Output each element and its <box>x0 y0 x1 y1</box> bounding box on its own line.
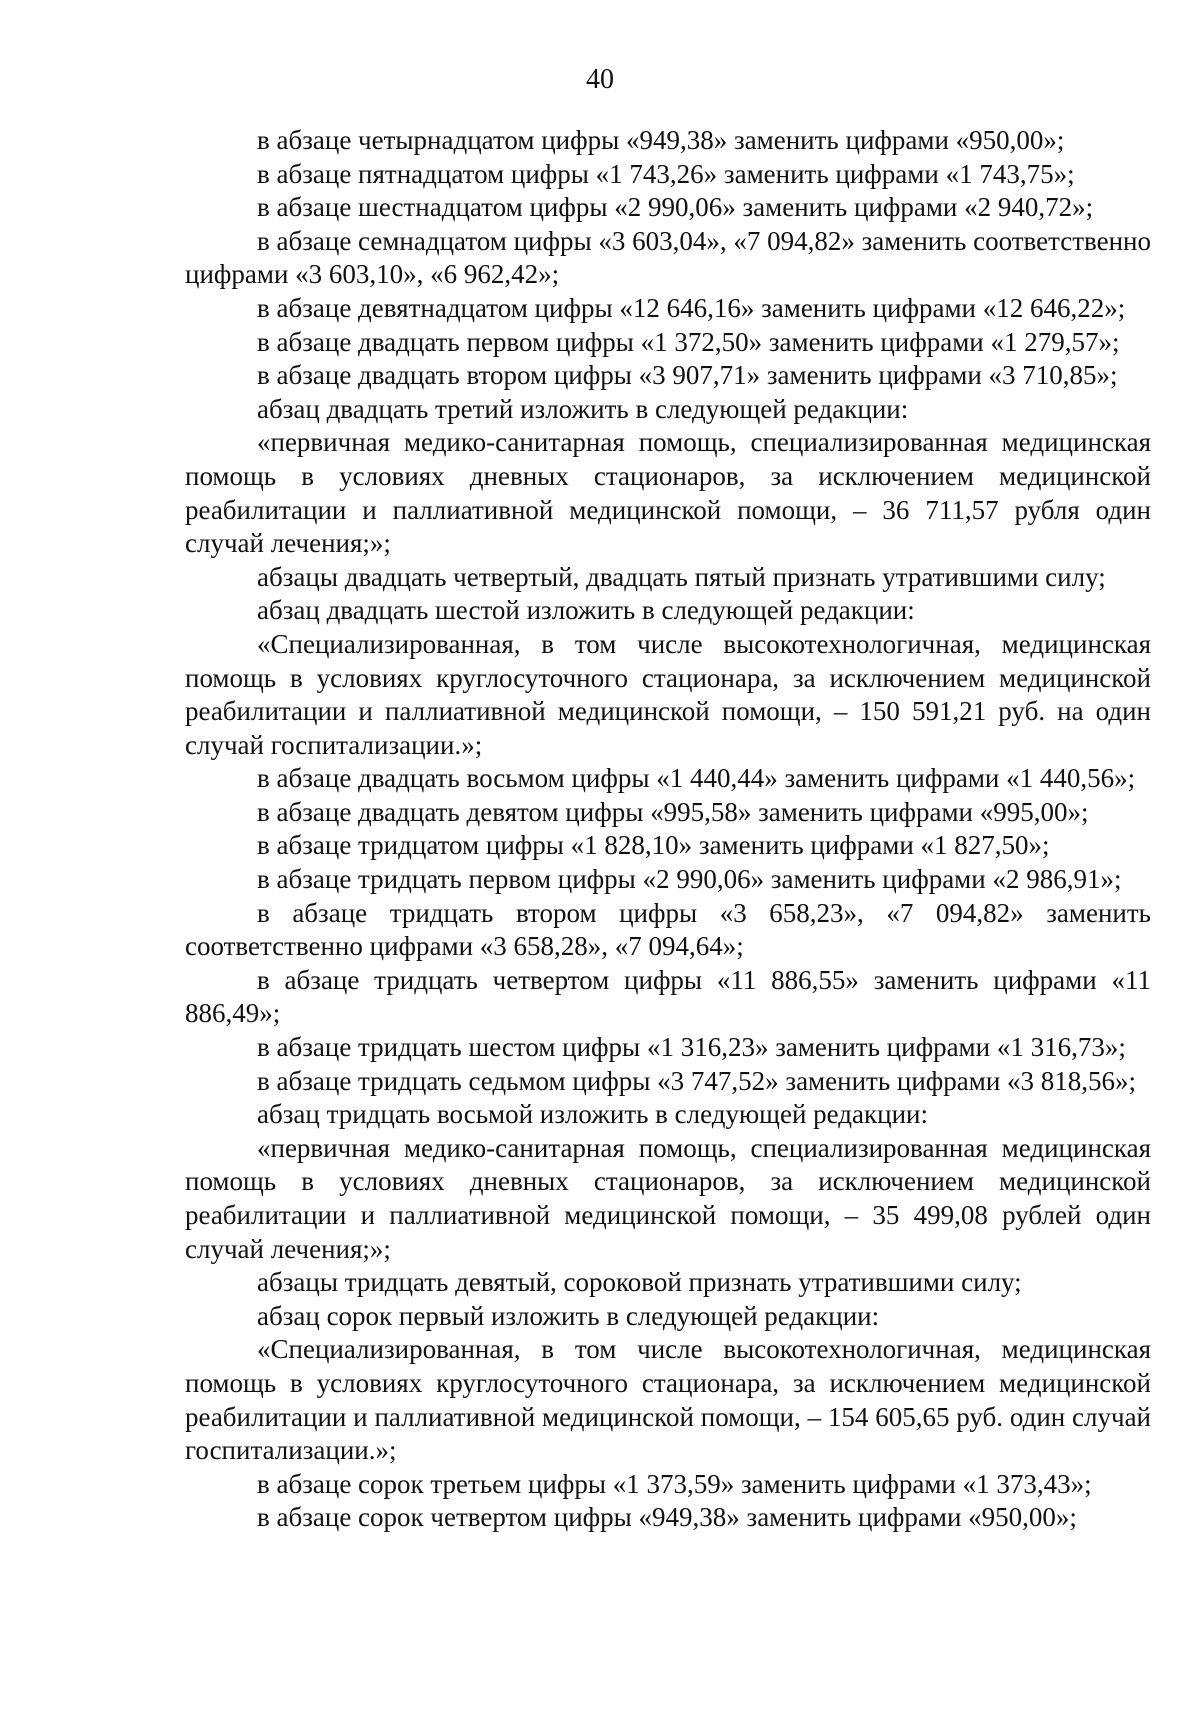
paragraph: в абзаце сорок третьем цифры «1 373,59» заменить цифрами «1 373,43»; <box>257 1468 1092 1499</box>
quoted-paragraph: «Специализированная, в том числе высокотехнологичная, медицинская помощь в условиях круглосуточного стационара, за исключением медицинской реабилитации и паллиативной медицинской помощи, – 154 605,65 руб. один случай госпитализации.»; <box>185 1334 1151 1466</box>
paragraph: в абзаце тридцать втором цифры «3 658,23», «7 094,82» заменить соответственно цифрами «3 658,28», «7 094,64»; <box>185 897 1151 962</box>
paragraph: в абзаце тридцать шестом цифры «1 316,23» заменить цифрами «1 316,73»; <box>257 1032 1126 1063</box>
paragraph: в абзаце двадцать втором цифры «3 907,71» заменить цифрами «3 710,85»; <box>257 360 1118 391</box>
paragraph: абзацы тридцать девятый, сороковой признать утратившими силу; <box>257 1267 1022 1298</box>
quoted-paragraph: «Специализированная, в том числе высокотехнологичная, медицинская помощь в условиях круглосуточного стационара, за исключением медицинской реабилитации и паллиативной медицинской помощи, – 150 591,21 руб. на один случай госпитализации.»; <box>185 628 1151 760</box>
paragraph: в абзаце тридцатом цифры «1 828,10» заменить цифрами «1 827,50»; <box>257 830 1050 861</box>
paragraph: в абзаце тридцать четвертом цифры «11 886,55» заменить цифрами «11 886,49»; <box>185 964 1151 1029</box>
paragraph: в абзаце пятнадцатом цифры «1 743,26» заменить цифрами «1 743,75»; <box>257 158 1075 189</box>
paragraph: в абзаце сорок четвертом цифры «949,38» заменить цифрами «950,00»; <box>257 1502 1077 1533</box>
paragraph: абзац двадцать шестой изложить в следующей редакции: <box>257 595 915 626</box>
paragraph: в абзаце двадцать первом цифры «1 372,50» заменить цифрами «1 279,57»; <box>257 326 1120 357</box>
paragraph: абзац сорок первый изложить в следующей редакции: <box>257 1300 880 1331</box>
paragraph: абзац тридцать восьмой изложить в следующей редакции: <box>257 1099 928 1130</box>
paragraph: абзацы двадцать четвертый, двадцать пятый признать утратившими силу; <box>257 561 1106 592</box>
paragraph: в абзаце двадцать восьмом цифры «1 440,44» заменить цифрами «1 440,56»; <box>257 763 1136 794</box>
quoted-paragraph: «первичная медико-санитарная помощь, специализированная медицинская помощь в условиях дневных стационаров, за исключением медицинской реабилитации и паллиативной медицинской помощи, – 36 711,57 рубля один случай лечения;»; <box>185 427 1151 559</box>
document-body <box>185 124 1151 1535</box>
paragraph: абзац двадцать третий изложить в следующей редакции: <box>257 393 909 424</box>
page-number: 40 <box>586 64 614 95</box>
paragraph: в абзаце двадцать девятом цифры «995,58» заменить цифрами «995,00»; <box>257 796 1089 827</box>
paragraph: в абзаце тридцать седьмом цифры «3 747,52» заменить цифрами «3 818,56»; <box>257 1065 1137 1096</box>
paragraph: в абзаце четырнадцатом цифры «949,38» заменить цифрами «950,00»; <box>257 125 1065 155</box>
paragraph: в абзаце шестнадцатом цифры «2 990,06» заменить цифрами «2 940,72»; <box>257 192 1094 223</box>
paragraph: в абзаце семнадцатом цифры «3 603,04», «7 094,82» заменить соответственно цифрами «3 603,10», «6 962,42»; <box>185 225 1152 290</box>
paragraph: в абзаце тридцать первом цифры «2 990,06» заменить цифрами «2 986,91»; <box>257 864 1122 895</box>
paragraph: в абзаце девятнадцатом цифры «12 646,16» заменить цифрами «12 646,22»; <box>257 292 1126 323</box>
quoted-paragraph: «первичная медико-санитарная помощь, специализированная медицинская помощь в условиях дневных стационаров, за исключением медицинской реабилитации и паллиативной медицинской помощи, – 35 499,08 рублей один случай лечения;»; <box>185 1132 1151 1264</box>
